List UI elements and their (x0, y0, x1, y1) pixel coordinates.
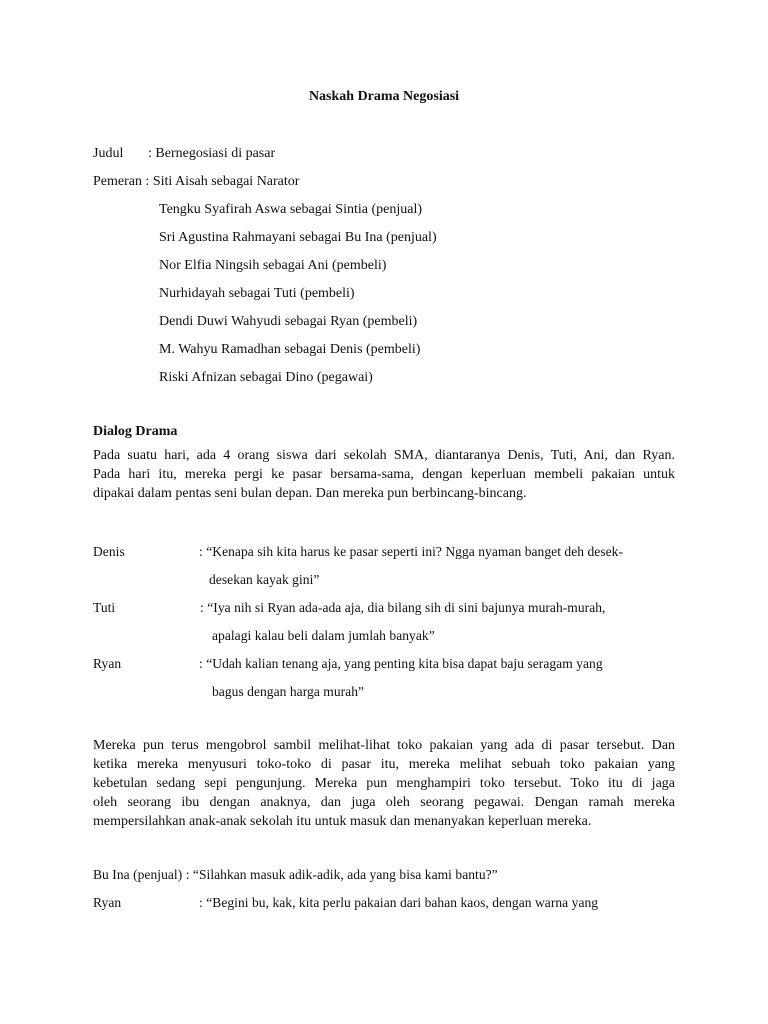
cast-item: Nor Elfia Ningsih sebagai Ani (pembeli) (159, 258, 387, 273)
paragraph-line: mempersilahkan anak-anak sekolah itu untuk masuk dan menanyakan keperluan mereka. (93, 814, 592, 829)
judul-value: : Bernegosiasi di pasar (148, 146, 276, 161)
dialog-line: bagus dengan harga murah” (212, 684, 365, 699)
dialog-heading: Dialog Drama (93, 424, 178, 439)
paragraph-line: Mereka pun terus mengobrol sambil melihat-lihat toko pakaian yang ada di pasar tersebut. Dan (93, 738, 675, 753)
dialog-line: Bu Ina (penjual) : “Silahkan masuk adik-adik, ada yang bisa kami bantu?” (93, 867, 498, 882)
paragraph-line: kebetulan sedang sepi pengunjung. Mereka pun menghampiri toko tersebut. Toko itu di jaga (93, 776, 675, 791)
cast-item: Dendi Duwi Wahyudi sebagai Ryan (pembeli) (159, 314, 418, 329)
dialog-line: : “Begini bu, kak, kita perlu pakaian dari bahan kaos, dengan warna yang (199, 895, 599, 910)
paragraph-line: Pada hari itu, mereka pergi ke pasar bersama-sama, dengan keperluan membeli pakaian untuk (93, 467, 675, 482)
document-title: Naskah Drama Negosiasi (308, 89, 460, 104)
dialog-line: : “Kenapa sih kita harus ke pasar seperti ini? Ngga nyaman banget deh desek- (199, 544, 624, 559)
pemeran-label: Pemeran : Siti Aisah sebagai Narator (93, 174, 300, 189)
dialog-line: : “Udah kalian tenang aja, yang penting kita bisa dapat baju seragam yang (199, 656, 603, 671)
intro-paragraph (93, 446, 675, 503)
dialog-line: : “Iya nih si Ryan ada-ada aja, dia bilang sih di sini bajunya murah-murah, (200, 600, 606, 615)
dialog-speaker: Denis (93, 544, 125, 559)
dialog-line: apalagi kalau beli dalam jumlah banyak” (212, 628, 435, 643)
cast-item: M. Wahyu Ramadhan sebagai Denis (pembeli) (159, 342, 421, 357)
paragraph-line: dipakai dalam pentas seni bulan depan. Dan mereka pun berbincang-bincang. (93, 486, 527, 501)
dialog-speaker: Ryan (93, 656, 122, 671)
paragraph-line: Pada suatu hari, ada 4 orang siswa dari sekolah SMA, diantaranya Denis, Tuti, Ani, dan Ryan. (93, 448, 675, 463)
narration-paragraph (93, 736, 675, 831)
judul-label: Judul (93, 146, 124, 161)
paragraph-line: ketika mereka menyusuri toko-toko di pasar itu, mereka melihat sebuah toko pakaian yang (93, 757, 675, 772)
dialog-line: desekan kayak gini” (209, 572, 320, 587)
paragraph-line: oleh seorang ibu dengan anaknya, dan juga oleh seorang pegawai. Dengan ramah mereka (93, 795, 675, 810)
dialog-speaker: Ryan (93, 895, 122, 910)
cast-item: Sri Agustina Rahmayani sebagai Bu Ina (penjual) (159, 230, 437, 245)
cast-item: Riski Afnizan sebagai Dino (pegawai) (159, 370, 373, 385)
cast-item: Tengku Syafirah Aswa sebagai Sintia (penjual) (159, 202, 423, 217)
dialog-speaker: Tuti (93, 600, 116, 615)
cast-item: Nurhidayah sebagai Tuti (pembeli) (159, 286, 355, 301)
